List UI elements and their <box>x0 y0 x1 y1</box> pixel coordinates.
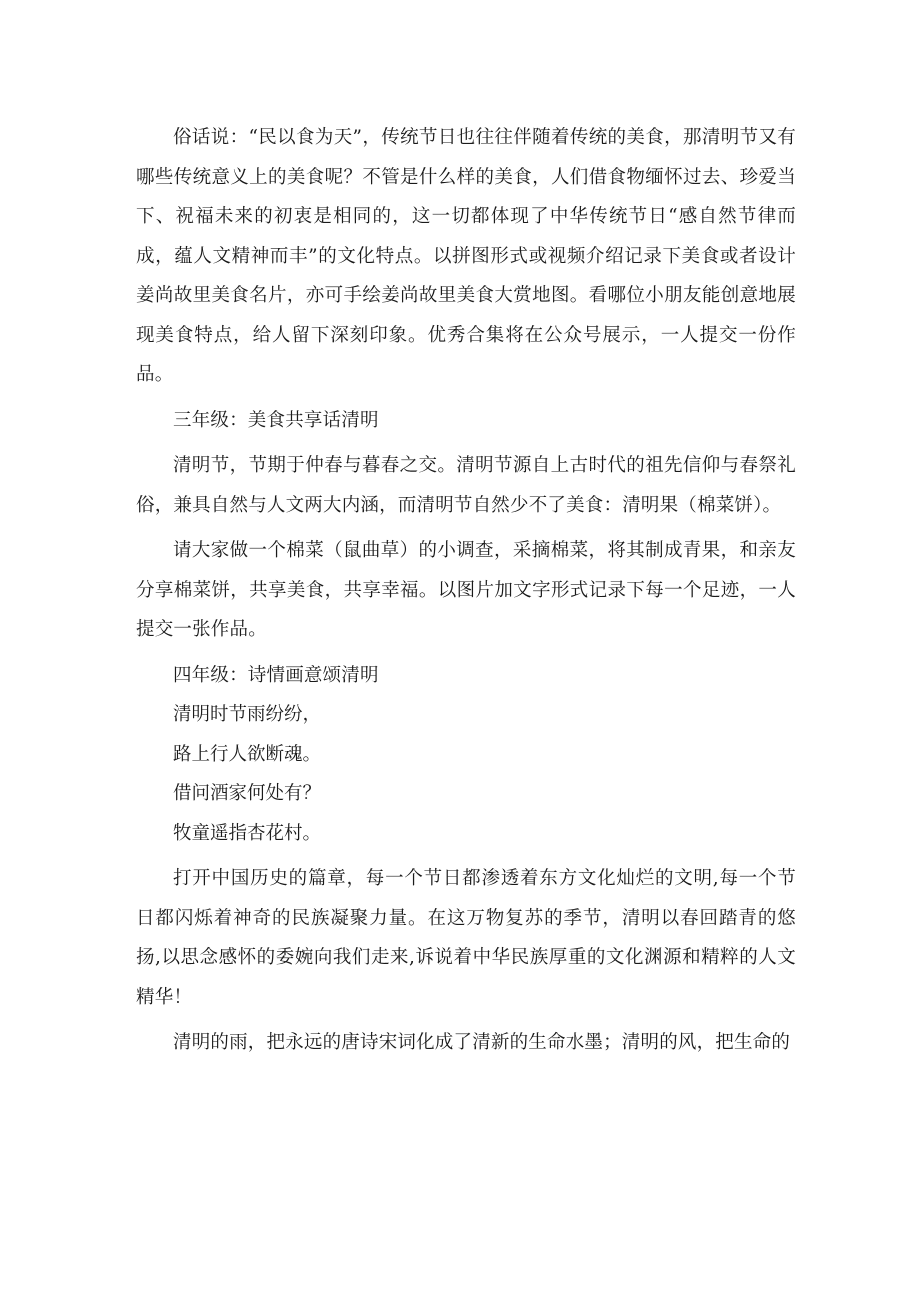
document-page <box>136 118 796 1063</box>
poem-line-4: 牧童遥指杏花村。 <box>173 822 322 844</box>
heading-grade-three: 三年级：美食共享话清明 <box>173 409 379 431</box>
paragraph-rain-wind: 清明的雨，把永远的唐诗宋词化成了清新的生命水墨；清明的风，把生命的 <box>173 1032 791 1053</box>
paragraph-history: 打开中国历史的篇章，每一个节日都渗透着东方文化灿烂的文明,每一个节日都闪烁着神奇的民族凝聚力量。在这万物复苏的季节，清明以春回踏青的悠扬,以思念感怀的委婉向我们走来,诉说着中华民族厚重的文化渊源和精粹的人文精华！ <box>136 868 796 1008</box>
poem-line-2: 路上行人欲断魂。 <box>173 743 322 765</box>
poem-line-1: 清明时节雨纷纷， <box>173 704 322 725</box>
paragraph-qingming-origin: 清明节，节期于仲春与暮春之交。清明节源自上古时代的祖先信仰与春祭礼俗，兼具自然与人文两大内涵，而清明节自然少不了美食：清明果（棉菜饼）。 <box>136 455 796 516</box>
poem-line-3: 借问酒家何处有？ <box>173 783 322 804</box>
paragraph-survey-task: 请大家做一个棉菜（鼠曲草）的小调查，采摘棉菜，将其制成青果，和亲友分享棉菜饼，共享美食，共享幸福。以图片加文字形式记录下每一个足迹，一人提交一张作品。 <box>136 540 796 640</box>
heading-grade-four: 四年级：诗情画意颂清明 <box>173 664 379 686</box>
paragraph-intro: 俗话说：“民以食为天”，传统节日也往往伴随着传统的美食，那清明节又有哪些传统意义上的美食呢？不管是什么样的美食，人们借食物缅怀过去、珍爱当下、祝福未来的初衷是相同的，这一切都体现了中华传统节日“感自然节律而成，蕴人文精神而丰”的文化特点。以拼图形式或视频介绍记录下美食或者设计姜尚故里美食名片，亦可手绘姜尚故里美食大赏地图。看哪位小朋友能创意地展现美食特点，给人留下深刻印象。优秀合集将在公众号展示，一人提交一份作品。 <box>136 127 796 385</box>
